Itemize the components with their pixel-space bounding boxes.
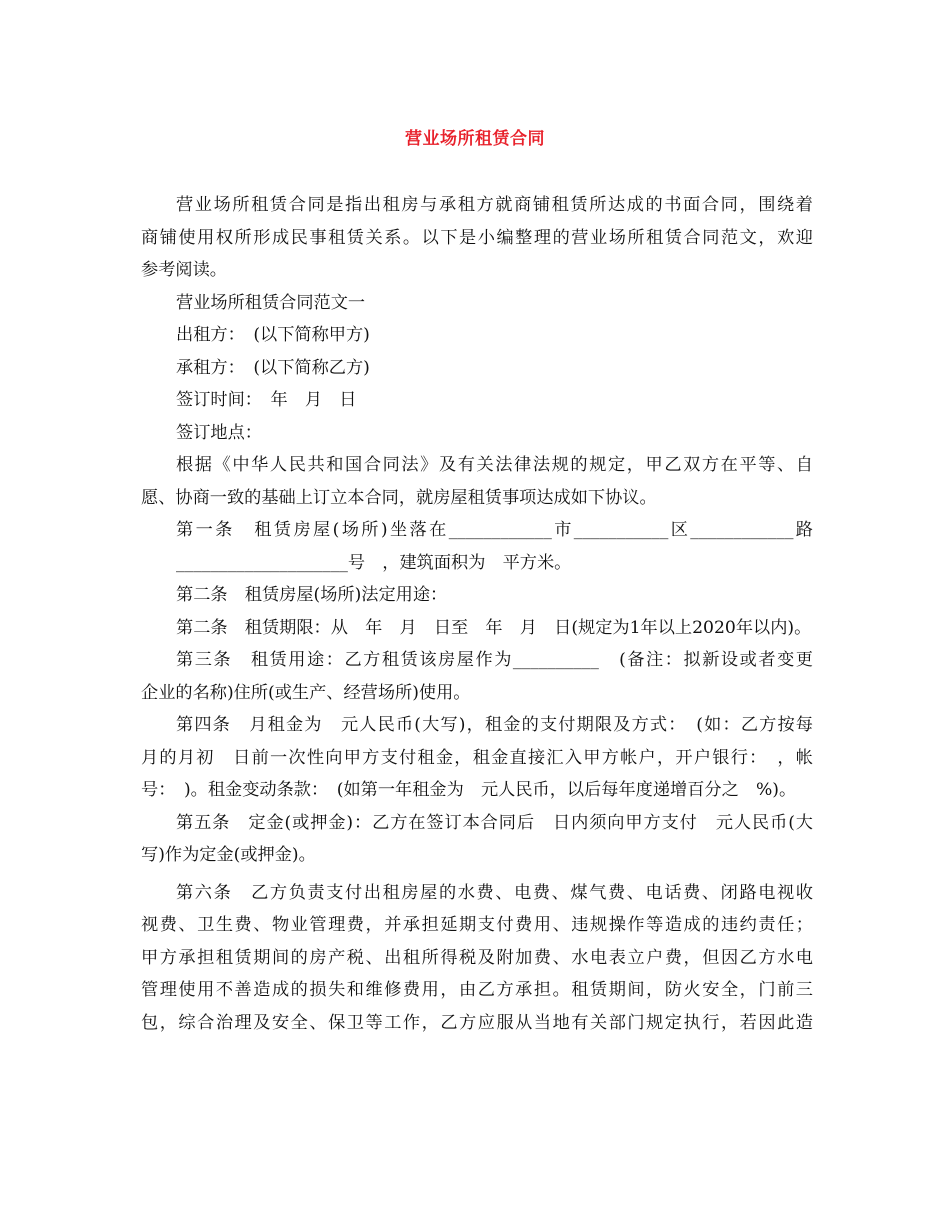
text-line: 管理使用不善造成的损失和维修费用，由乙方承担。租赁期间，防火安全，门前三: [141, 980, 813, 1000]
text-line: 承租方： (以下简称乙方): [176, 357, 370, 378]
text-line: 第五条 定金(或押金)：乙方在签订本合同后 日内须向甲方支付 元人民币(大: [176, 812, 813, 833]
text-line: 视费、卫生费、物业管理费，并承担延期支付费用、违规操作等造成的违约责任；: [141, 915, 813, 935]
text-line: 签订时间： 年 月 日: [176, 390, 357, 410]
text-line: 营业场所租赁合同是指出租房与承租方就商铺租赁所达成的书面合同，围绕着: [176, 195, 813, 215]
text-line: 第六条 乙方负责支付出租房屋的水费、电费、煤气费、电话费、闭路电视收: [176, 882, 813, 903]
text-line: 写)作为定金(或押金)。: [141, 845, 316, 865]
text-line: 月的月初 日前一次性向甲方支付租金，租金直接汇入甲方帐户，开户银行： ，帐: [141, 747, 813, 768]
text-line: 第一条 租赁房屋(场所)坐落在____________市___________区____________路: [176, 520, 813, 540]
text-line: 参考阅读。: [141, 260, 227, 280]
text-line: 商铺使用权所形成民事租赁关系。以下是小编整理的营业场所租赁合同范文，欢迎: [141, 227, 813, 248]
text-line: 出租方： (以下简称甲方): [176, 325, 370, 345]
text-line: 根据《中华人民共和国合同法》及有关法律法规的规定，甲乙双方在平等、自: [176, 455, 813, 475]
text-line: 签订地点：: [176, 422, 262, 443]
text-line: 第二条 租赁期限：从 年 月 日至 年 月 日(规定为1年以上2020年以内)。: [176, 617, 812, 638]
text-line: 第三条 租赁用途：乙方租赁该房屋作为__________ (备注：拟新设或者变更: [176, 650, 813, 670]
document-body: [141, 189, 813, 1039]
document-title: 营业场所租赁合同: [405, 129, 545, 149]
text-line: 企业的名称)住所(或生产、经营场所)使用。: [141, 682, 471, 703]
text-line: 号： )。租金变动条款： (如第一年租金为 元人民币，以后每年度递增百分之 %)。: [141, 780, 797, 800]
text-line: 第二条 租赁房屋(场所)法定用途：: [176, 585, 448, 605]
text-line: 营业场所租赁合同范文一: [176, 292, 366, 313]
text-line: ____________________号 ，建筑面积为 平方米。: [176, 552, 572, 573]
text-line: 第四条 月租金为 元人民币(大写)，租金的支付期限及方式： (如：乙方按每: [176, 715, 813, 735]
text-line: 愿、协商一致的基础上订立本合同，就房屋租赁事项达成如下协议。: [141, 487, 657, 508]
text-line: 包，综合治理及安全、保卫等工作，乙方应服从当地有关部门规定执行，若因此造: [141, 1012, 813, 1033]
text-line: 甲方承担租赁期间的房产税、出租所得税及附加费、水电表立户费，但因乙方水电: [141, 947, 813, 968]
